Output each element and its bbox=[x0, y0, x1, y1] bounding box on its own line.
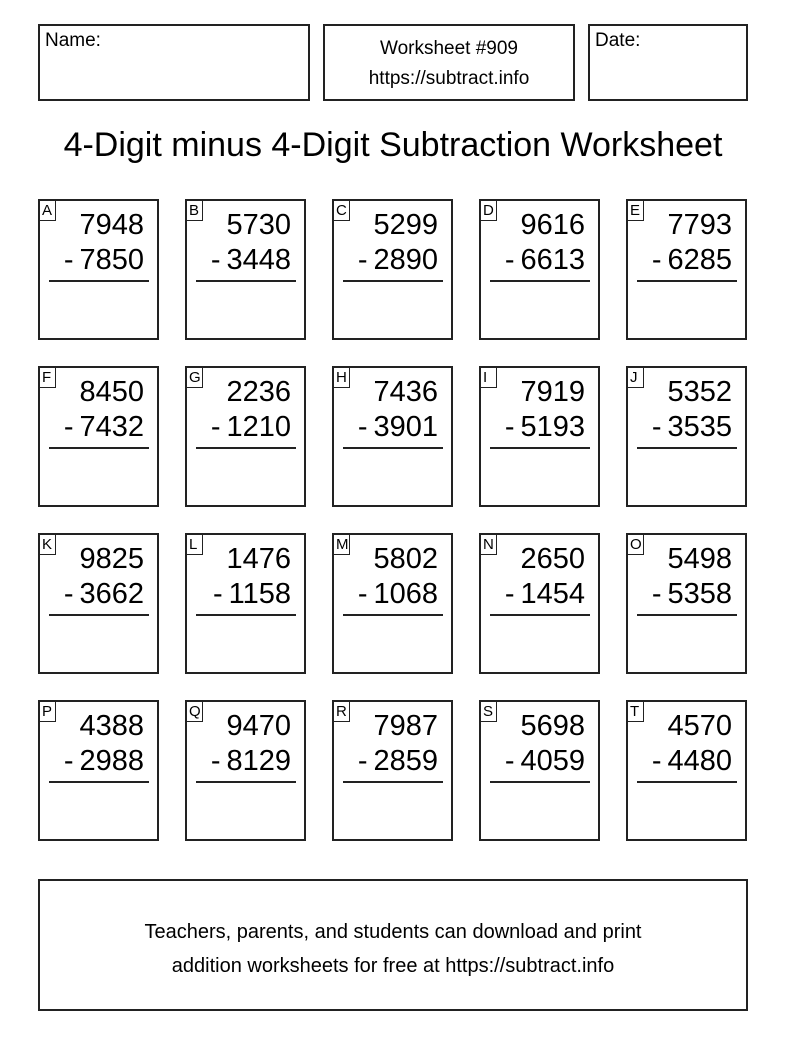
worksheet-url: https://subtract.info bbox=[368, 68, 530, 89]
minuend: 7987 bbox=[373, 710, 438, 742]
answer-line bbox=[196, 280, 296, 282]
problem-box[interactable] bbox=[185, 366, 306, 507]
problem-letter: P bbox=[39, 701, 56, 722]
subtrahend: 4480 bbox=[667, 745, 732, 777]
minus-sign: - bbox=[210, 745, 221, 777]
answer-line bbox=[196, 447, 296, 449]
answer-line bbox=[49, 614, 149, 616]
problem-box[interactable] bbox=[332, 700, 453, 841]
problem-box[interactable] bbox=[185, 199, 306, 340]
minus-sign: - bbox=[63, 411, 74, 443]
problem-letter: G bbox=[186, 367, 203, 388]
minus-sign: - bbox=[651, 411, 662, 443]
minus-sign: - bbox=[357, 578, 368, 610]
subtrahend: 4059 bbox=[520, 745, 585, 777]
minus-sign: - bbox=[63, 745, 74, 777]
minuend: 5299 bbox=[373, 209, 438, 241]
problem-letter: S bbox=[480, 701, 497, 722]
problem-box[interactable] bbox=[38, 700, 159, 841]
answer-line bbox=[343, 781, 443, 783]
subtrahend: 1158 bbox=[228, 578, 291, 610]
minuend: 5698 bbox=[520, 710, 585, 742]
problem-letter: D bbox=[480, 200, 497, 221]
subtrahend: 7432 bbox=[79, 411, 144, 443]
problem-letter: A bbox=[39, 200, 56, 221]
worksheet-number: Worksheet #909 bbox=[379, 38, 518, 59]
footer-line-1: Teachers, parents, and students can download and print bbox=[144, 921, 642, 943]
answer-line bbox=[637, 280, 737, 282]
minuend: 5498 bbox=[667, 543, 732, 575]
subtrahend: 3448 bbox=[226, 244, 291, 276]
subtrahend: 7850 bbox=[79, 244, 144, 276]
minuend: 7948 bbox=[79, 209, 144, 241]
problem-box[interactable] bbox=[332, 366, 453, 507]
minuend: 5352 bbox=[667, 376, 732, 408]
minuend: 9470 bbox=[226, 710, 291, 742]
minus-sign: - bbox=[651, 244, 662, 276]
problem-box[interactable] bbox=[38, 199, 159, 340]
subtrahend: 1454 bbox=[520, 578, 585, 610]
problem-box[interactable] bbox=[185, 533, 306, 674]
minus-sign: - bbox=[63, 578, 74, 610]
problem-letter: N bbox=[480, 534, 497, 555]
answer-line bbox=[637, 447, 737, 449]
footer-box bbox=[38, 879, 748, 1011]
subtrahend: 2859 bbox=[373, 745, 438, 777]
problem-box[interactable] bbox=[626, 533, 747, 674]
problem-letter: M bbox=[333, 534, 350, 555]
problem-letter: K bbox=[39, 534, 56, 555]
problem-letter: F bbox=[39, 367, 56, 388]
minus-sign: - bbox=[210, 411, 221, 443]
problem-letter: O bbox=[627, 534, 644, 555]
problem-letter: I bbox=[480, 367, 497, 388]
minus-sign: - bbox=[212, 578, 223, 610]
subtrahend: 3901 bbox=[373, 411, 438, 443]
minuend: 7919 bbox=[520, 376, 585, 408]
answer-line bbox=[637, 614, 737, 616]
problem-box[interactable] bbox=[38, 533, 159, 674]
minus-sign: - bbox=[651, 745, 662, 777]
date-box[interactable] bbox=[588, 24, 748, 101]
minuend: 2650 bbox=[520, 543, 585, 575]
problem-letter: Q bbox=[186, 701, 203, 722]
problem-box[interactable] bbox=[479, 199, 600, 340]
minuend: 7793 bbox=[667, 209, 732, 241]
minuend: 5730 bbox=[226, 209, 291, 241]
answer-line bbox=[343, 614, 443, 616]
subtrahend: 3662 bbox=[79, 578, 144, 610]
subtrahend: 3535 bbox=[667, 411, 732, 443]
problem-letter: C bbox=[333, 200, 350, 221]
footer-line-2: addition worksheets for free at https://subtract.info bbox=[171, 955, 615, 977]
minuend: 8450 bbox=[79, 376, 144, 408]
problem-box[interactable] bbox=[626, 366, 747, 507]
problem-letter: J bbox=[627, 367, 644, 388]
answer-line bbox=[343, 447, 443, 449]
subtrahend: 6613 bbox=[520, 244, 585, 276]
minus-sign: - bbox=[504, 578, 515, 610]
minus-sign: - bbox=[357, 411, 368, 443]
minus-sign: - bbox=[504, 244, 515, 276]
problem-letter: B bbox=[186, 200, 203, 221]
minus-sign: - bbox=[357, 745, 368, 777]
subtrahend: 8129 bbox=[226, 745, 291, 777]
answer-line bbox=[49, 447, 149, 449]
worksheet-info-box bbox=[323, 24, 575, 101]
problem-box[interactable] bbox=[479, 700, 600, 841]
subtrahend: 1210 bbox=[226, 411, 291, 443]
subtrahend: 2988 bbox=[79, 745, 144, 777]
answer-line bbox=[490, 614, 590, 616]
answer-line bbox=[49, 280, 149, 282]
problem-letter: R bbox=[333, 701, 350, 722]
problem-box[interactable] bbox=[479, 533, 600, 674]
subtrahend: 6285 bbox=[667, 244, 732, 276]
problem-box[interactable] bbox=[626, 700, 747, 841]
minus-sign: - bbox=[63, 244, 74, 276]
answer-line bbox=[637, 781, 737, 783]
problem-box[interactable] bbox=[332, 533, 453, 674]
problem-letter: T bbox=[627, 701, 644, 722]
answer-line bbox=[343, 280, 443, 282]
problem-box[interactable] bbox=[185, 700, 306, 841]
subtrahend: 2890 bbox=[373, 244, 438, 276]
subtrahend: 5358 bbox=[667, 578, 732, 610]
minuend: 2236 bbox=[226, 376, 291, 408]
minus-sign: - bbox=[210, 244, 221, 276]
subtrahend: 1068 bbox=[373, 578, 438, 610]
answer-line bbox=[490, 280, 590, 282]
minuend: 5802 bbox=[373, 543, 438, 575]
name-label: Name: bbox=[45, 30, 101, 51]
problem-box[interactable] bbox=[626, 199, 747, 340]
minus-sign: - bbox=[504, 745, 515, 777]
minus-sign: - bbox=[357, 244, 368, 276]
answer-line bbox=[196, 614, 296, 616]
minus-sign: - bbox=[651, 578, 662, 610]
page-title: 4-Digit minus 4-Digit Subtraction Worksheet bbox=[63, 126, 723, 164]
minuend: 9616 bbox=[520, 209, 585, 241]
minuend: 7436 bbox=[373, 376, 438, 408]
problem-letter: L bbox=[186, 534, 203, 555]
minuend: 4570 bbox=[667, 710, 732, 742]
answer-line bbox=[490, 781, 590, 783]
problem-box[interactable] bbox=[332, 199, 453, 340]
date-label: Date: bbox=[595, 30, 641, 51]
answer-line bbox=[49, 781, 149, 783]
minus-sign: - bbox=[504, 411, 515, 443]
name-box[interactable] bbox=[38, 24, 310, 101]
minuend: 4388 bbox=[79, 710, 144, 742]
answer-line bbox=[196, 781, 296, 783]
minuend: 1476 bbox=[226, 543, 291, 575]
problem-letter: H bbox=[333, 367, 350, 388]
answer-line bbox=[490, 447, 590, 449]
minuend: 9825 bbox=[79, 543, 144, 575]
problem-box[interactable] bbox=[479, 366, 600, 507]
problem-box[interactable] bbox=[38, 366, 159, 507]
subtrahend: 5193 bbox=[520, 411, 585, 443]
problem-letter: E bbox=[627, 200, 644, 221]
